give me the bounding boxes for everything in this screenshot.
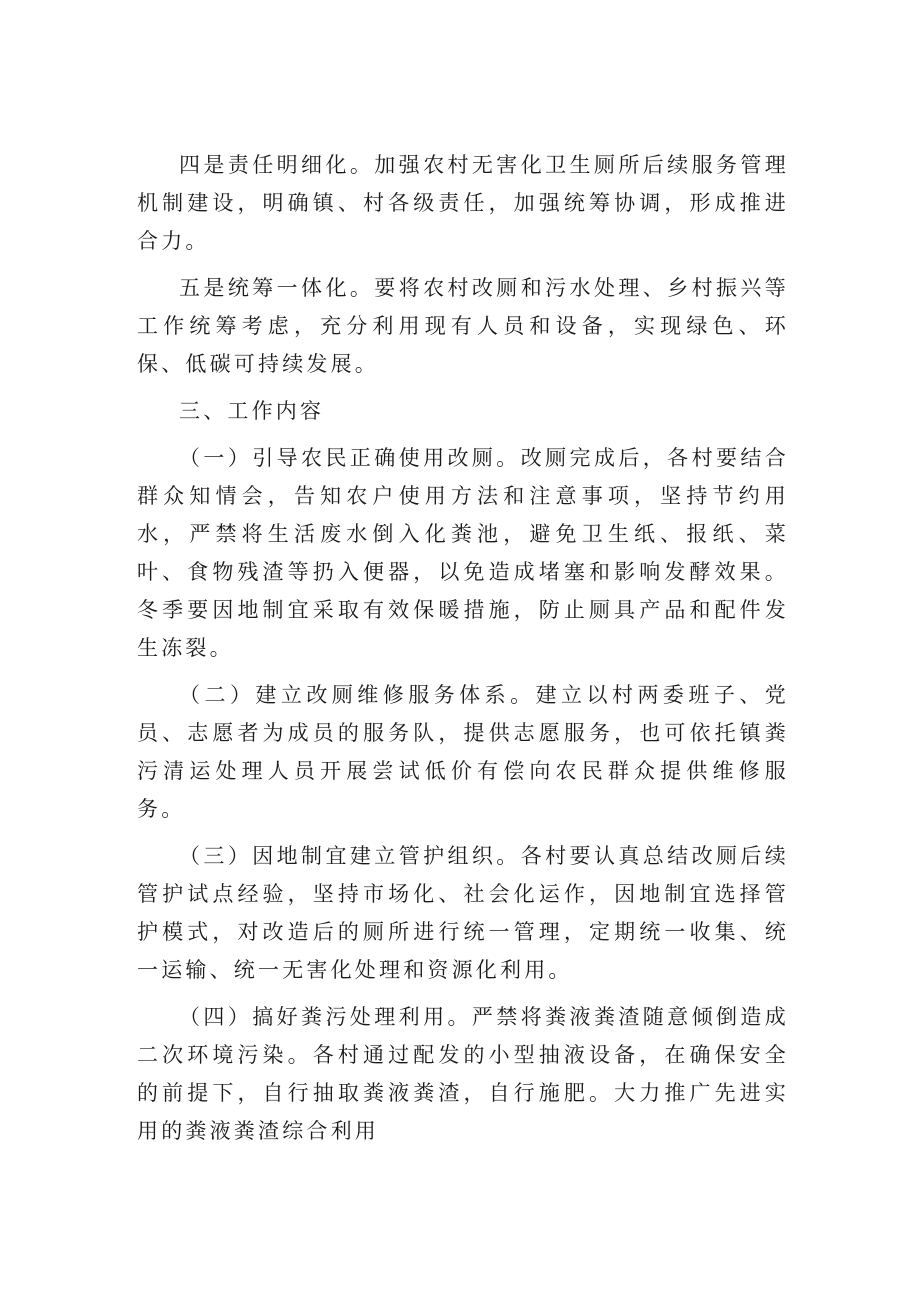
paragraph-integration: 五是统筹一体化。要将农村改厕和污水处理、乡村振兴等工作统筹考虑，充分利用现有人员和设备，实现绿色、环保、低碳可持续发展。 (137, 276, 789, 376)
paragraph-item-3: （三）因地制宜建立管护组织。各村要认真总结改厕后续管护试点经验，坚持市场化、社会化运作，因地制宜选择管护模式，对改造后的厕所进行统一管理，定期统一收集、统一运输、统一无害化处理和资源化利用。 (137, 844, 789, 982)
paragraph-responsibility: 四是责任明细化。加强农村无害化卫生厕所后续服务管理机制建设，明确镇、村各级责任，加强统筹协调，形成推进合力。 (137, 153, 789, 253)
document-body (137, 146, 789, 1159)
paragraph-item-1: （一）引导农民正确使用改厕。改厕完成后，各村要结合群众知情会，告知农户使用方法和注意事项，坚持节约用水，严禁将生活废水倒入化粪池，避免卫生纸、报纸、菜叶、食物残渣等扔入便器，以免造成堵塞和影响发酵效果。冬季要因地制宜采取有效保暖措施，防止厕具产品和配件发生冻裂。 (137, 446, 789, 660)
paragraph-item-4: （四）搞好粪污处理利用。严禁将粪液粪渣随意倾倒造成二次环境污染。各村通过配发的小型抽液设备，在确保安全的前提下，自行抽取粪液粪渣，自行施肥。大力推广先进实用的粪液粪渣综合利用 (137, 1005, 789, 1143)
paragraph-item-2: （二）建立改厕维修服务体系。建立以村两委班子、党员、志愿者为成员的服务队，提供志愿服务，也可依托镇粪污清运处理人员开展尝试低价有偿向农民群众提供维修服务。 (137, 683, 789, 821)
section-heading-work-content: 三、工作内容 (179, 399, 325, 423)
